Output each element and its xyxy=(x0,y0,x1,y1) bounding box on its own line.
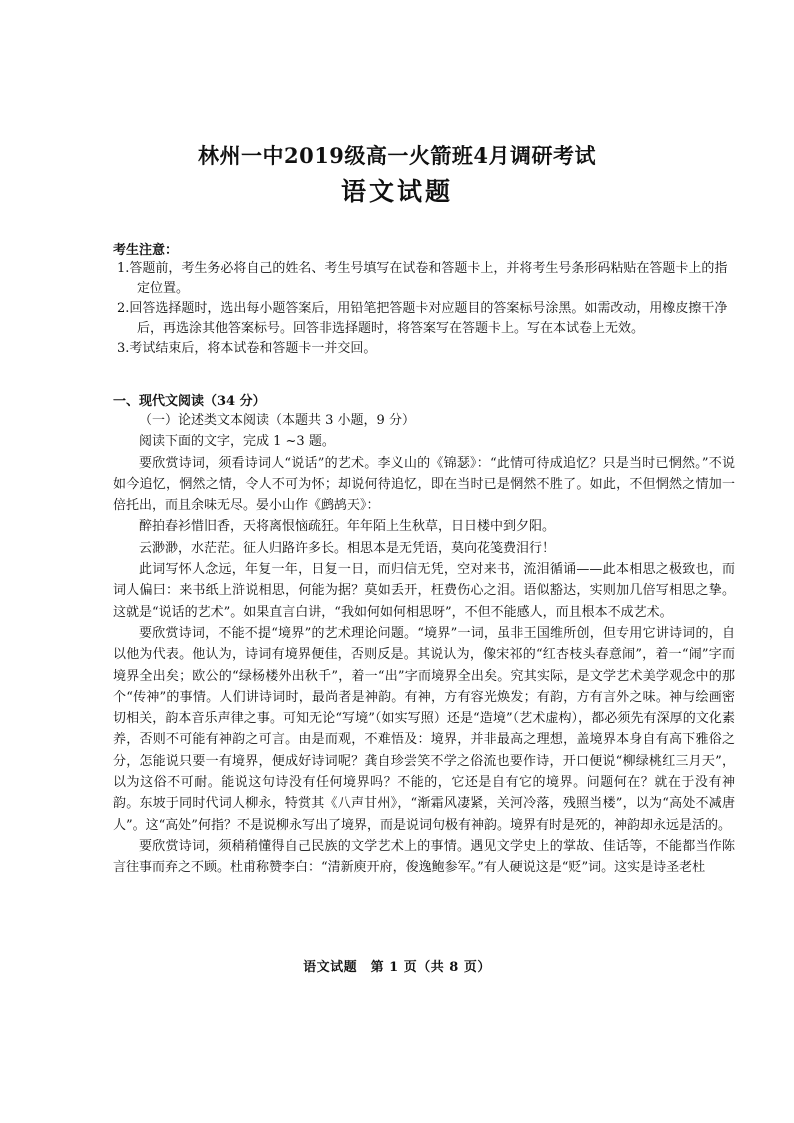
poem-line: 醉拍春衫惜旧香，天将离恨恼疏狂。年年陌上生秋草，日日楼中到夕阳。 xyxy=(139,519,556,535)
reading-passage xyxy=(113,410,735,879)
passage-paragraph: 要欣赏诗词，须看诗词人“说话”的艺术。李义山的《锦瑟》：“此情可待成追忆？只是当时已惘然。”不说如今追忆，惘然之情，令人不可为怀；却说何待追忆，即在当时已是惘然不胜了。如此，不但惘然之情加一倍托出，而且余味无尽。晏小山作《鹧鸪天》： xyxy=(113,455,735,514)
notice-item-1: 1.答题前，考生务必将自己的姓名、考生号填写在试卷和答题卡上，并将考生号条形码粘贴在答题卡上的指定位置。 xyxy=(117,261,728,296)
page-footer: 语文试题 第 1 页（共 8 页） xyxy=(303,960,491,975)
passage-paragraph: 此词写怀人念远，年复一年，日复一日，而归信无凭，空对来书，流泪循诵——此本相思之极致也，而词人偏曰：来书纸上浒说相思，何能为据？莫如丢开，枉费伤心之泪。语似豁达，实则加几倍写相思之挚。这就是“说话的艺术”。如果直言白讲，“我如何如何相思呀”，不但不能感人，而且根本不成艺术。 xyxy=(113,562,735,620)
notice-heading: 考生注意： xyxy=(113,243,179,258)
notice-item-3: 3.考试结束后，将本试卷和答题卡一并交回。 xyxy=(117,341,377,356)
instruction-text: 阅读下面的文字，完成 1 ~3 题。 xyxy=(139,434,335,450)
poem-line: 云渺渺，水茫茫。征人归路许多长。相思本是无凭语，莫向花笺费泪行！ xyxy=(139,540,556,556)
exam-subject: 语文试题 xyxy=(340,177,453,206)
subsection-title: （一）论述类文本阅读（本题共 3 小题，9 分） xyxy=(139,413,415,428)
exam-title: 林州一中2019级高一火箭班4月调研考试 xyxy=(197,143,597,168)
passage-paragraph: 要欣赏诗词，须稍稍懂得自己民族的文学艺术上的事情。遇见文学史上的掌故、佳话等，不能都当作陈言往事而弃之不顾。杜甫称赞李白：“清新庾开府，俊逸鲍参军。”有人硬说这是“贬”词。这实是诗圣老杜 xyxy=(113,838,735,876)
notice-list xyxy=(117,259,737,359)
notice-item-2: 2.回答选择题时，选出每小题答案后，用铅笔把答题卡对应题目的答案标号涂黑。如需改动，用橡皮擦干净后，再选涂其他答案标号。回答非选择题时，将答案写在答题卡上。写在本试卷上无效。 xyxy=(117,301,728,336)
section-heading: 一、现代文阅读（34 分） xyxy=(113,394,266,409)
passage-paragraph: 要欣赏诗词，不能不提“境界”的艺术理论问题。“境界”一词，虽非王国维所创，但专用它讲诗词的，自以他为代表。他认为，诗词有境界便佳，否则反是。其说认为，像宋祁的“红杏枝头春意闹”，着一“闹”字而境界全出矣；欧公的“绿杨楼外出秋千”，着一“出”字而境界全出矣。究其实际，是文学艺术美学观念中的那个“传神”的事情。人们讲诗词时，最尚者是神韵。有神，方有容光焕发；有韵，方有言外之味。神与绘画密切相关，韵本音乐声律之事。可知无论“写境”（如实写照）还是“造境”（艺术虚构），都必须先有深厚的文化素养，否则不可能有神韵之可言。由是而观，不难悟及：境界，并非最高之理想，盖境界本身自有高下雅俗之分，怎能说只要一有境界，便成好诗词呢？龚自珍尝笑不学之俗流也要作诗，开口便说“柳绿桃红三月天”，以为这俗不可耐。能说这句诗没有任何境界吗？不能的，它还是自有它的境界。问题何在？就在于没有神韵。东坡于同时代词人柳永，特赏其《八声甘州》，“渐霜风凄紧，关河冷落，残照当楼”，以为“高处不减唐人”。这“高处”何指？不是说柳永写出了境界，而是说词句极有神韵。境界有时是死的，神韵却永远是活的。 xyxy=(113,625,735,833)
